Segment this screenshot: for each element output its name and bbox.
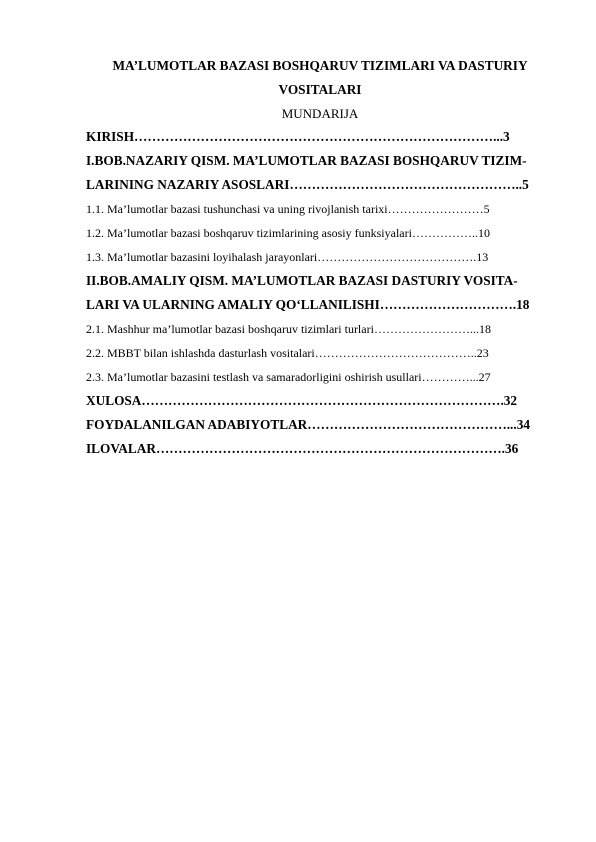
toc-page-number: 23 — [476, 346, 489, 360]
toc-entry-text: 1.2. Ma’lumotlar bazasi boshqaruv tizimlarining asosiy funksiyalari — [86, 226, 412, 240]
document-title-line-2: VOSITALARI — [278, 82, 362, 97]
toc-entry-text: KIRISH — [86, 129, 135, 144]
toc-page-number: 18 — [478, 322, 491, 336]
toc-entry-ilovalar — [86, 439, 554, 459]
toc-entry-text: I.BOB.NAZARIY QISM. MA’LUMOTLAR BAZASI BOSHQARUV TIZIM- — [86, 153, 527, 168]
contents-heading: MUNDARIJA — [281, 106, 359, 121]
toc-entry-text: 1.3. Ma’lumotlar bazasini loyihalash jarayonlari — [86, 250, 318, 264]
toc-entry-text: 1.1. Ma’lumotlar bazasi tushunchasi va uning rivojlanish tarixi — [86, 202, 388, 216]
toc-page-number: 27 — [478, 370, 491, 384]
toc-entry-chapter-2-line-1 — [86, 271, 566, 291]
toc-leader-dots: …………….. — [411, 226, 478, 240]
toc-entry-text: 2.2. MBBT bilan ishlashda dasturlash vositalari — [86, 346, 315, 360]
toc-leader-dots: …………………………. — [379, 297, 517, 312]
toc-entry-2-3 — [86, 367, 554, 387]
toc-page-number: 3 — [503, 129, 510, 144]
toc-leader-dots: ……………………... — [373, 322, 479, 336]
toc-entry-adabiyotlar — [86, 415, 554, 435]
toc-page-number: 18 — [516, 297, 530, 312]
toc-entry-2-2 — [86, 343, 554, 363]
toc-entry-text: 2.3. Ma’lumotlar bazasini testlash va samaradorligini oshirish usullari — [86, 370, 422, 384]
toc-page-number: 5 — [522, 177, 529, 192]
toc-entry-chapter-1-line-2 — [86, 175, 554, 195]
toc-leader-dots: …………………………………. — [317, 250, 477, 264]
toc-page-number: 36 — [505, 441, 519, 456]
toc-leader-dots: ………………………………………... — [307, 417, 517, 432]
toc-entry-text: 2.1. Mashhur ma’lumotlar bazasi boshqaruv tizimlari turlari — [86, 322, 374, 336]
toc-entry-text: XULOSA — [86, 393, 142, 408]
toc-leader-dots: …………………………………………….. — [289, 177, 523, 192]
toc-leader-dots: ……………………………………………………………………. — [155, 441, 505, 456]
toc-entry-kirish — [86, 127, 554, 147]
toc-entry-text: ILOVALAR — [86, 441, 156, 456]
toc-entry-chapter-1-line-1 — [86, 151, 566, 171]
toc-page-number: 34 — [516, 417, 531, 432]
document-title-line-1: MA’LUMOTLAR BAZASI BOSHQARUV TIZIMLARI VA DASTURIY — [112, 58, 528, 73]
toc-entry-1-3 — [86, 247, 554, 267]
toc-entry-text: LARINING NAZARIY ASOSLARI — [86, 177, 290, 192]
toc-entry-text: FOYDALANILGAN ADABIYOTLAR — [86, 417, 308, 432]
toc-entry-text: LARI VA ULARNING AMALIY QO‘LLANILISHI — [86, 297, 380, 312]
toc-entry-chapter-2-line-2 — [86, 295, 554, 315]
toc-page-number: 13 — [476, 250, 489, 264]
toc-entry-xulosa — [86, 391, 554, 411]
toc-leader-dots: …………………… — [387, 202, 484, 216]
toc-leader-dots: ………………………………………………………………………. — [141, 393, 504, 408]
toc-entry-2-1 — [86, 319, 554, 339]
toc-page-number: 32 — [503, 393, 518, 408]
toc-leader-dots: …………... — [421, 370, 479, 384]
toc-leader-dots: ………………………………………………………………………... — [134, 129, 504, 144]
toc-leader-dots: ………………………………….. — [314, 346, 477, 360]
toc-page-number: 5 — [483, 202, 490, 216]
toc-page-number: 10 — [477, 226, 490, 240]
toc-entry-text: II.BOB.AMALIY QISM. MA’LUMOTLAR BAZASI DASTURIY VOSITA- — [86, 273, 518, 288]
toc-entry-1-2 — [86, 223, 554, 243]
toc-entry-1-1 — [86, 199, 554, 219]
